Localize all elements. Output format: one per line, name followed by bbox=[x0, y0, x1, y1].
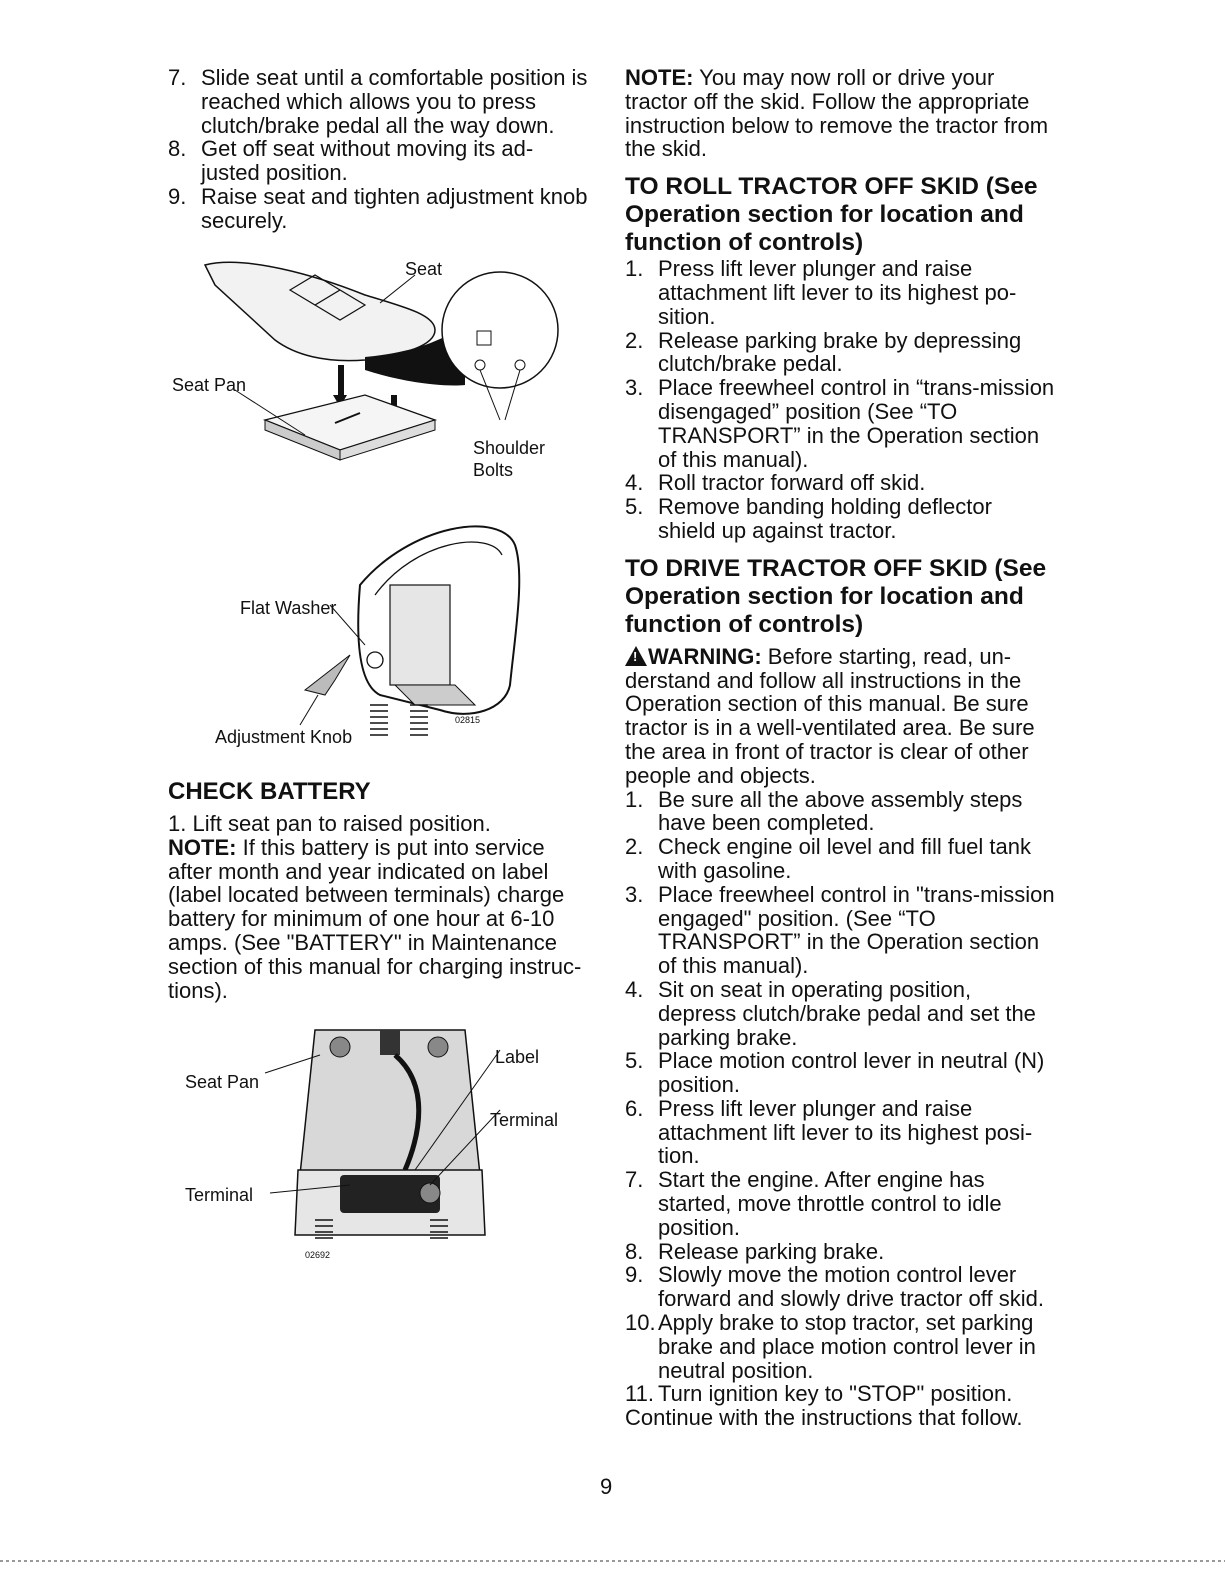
list-item bbox=[625, 495, 1055, 543]
seat-pan-label: Seat Pan bbox=[172, 375, 247, 395]
step-text: Turn ignition key to "STOP" position. bbox=[658, 1381, 1013, 1407]
flat-washer-label: Flat Washer bbox=[240, 598, 337, 618]
list-item bbox=[625, 471, 1055, 495]
step-text: Apply brake to stop tractor, set parking brake and place motion control lever in neutral position. bbox=[658, 1310, 1036, 1383]
step-text: Get off seat without moving its ad-justed position. bbox=[201, 136, 534, 186]
part-code: 02692 bbox=[305, 1250, 331, 1260]
step-text: Lift seat pan to raised position. bbox=[192, 811, 491, 836]
battery-step-1 bbox=[168, 812, 588, 836]
list-item bbox=[168, 185, 588, 233]
right-column bbox=[625, 66, 1055, 1430]
step-number: 9. bbox=[168, 183, 187, 209]
step-number: 8. bbox=[625, 1238, 644, 1264]
step-text: Remove banding holding deflector shield up against tractor. bbox=[658, 494, 992, 543]
list-item bbox=[625, 978, 1055, 1049]
step-number: 2. bbox=[625, 327, 644, 353]
part-code: 02815 bbox=[455, 715, 481, 725]
battery-note bbox=[168, 836, 588, 1003]
warning-text: Before starting, read, un-derstand and follow all instructions in the Operation section of this manual. Be sure tractor is in a well-ventilated area. Be sure the area in front of tractor is clear of other people and objects. bbox=[625, 643, 1035, 788]
check-battery-section bbox=[168, 778, 588, 1002]
list-item bbox=[625, 1382, 1055, 1406]
terminal-right-label: Terminal bbox=[490, 1110, 559, 1130]
step-number: 9. bbox=[625, 1262, 644, 1288]
step-text: Roll tractor forward off skid. bbox=[658, 470, 926, 496]
list-item bbox=[625, 257, 1055, 328]
list-item bbox=[625, 1311, 1055, 1382]
check-battery-title: CHECK BATTERY bbox=[168, 778, 371, 805]
list-item bbox=[625, 835, 1055, 883]
step-text: Release parking brake. bbox=[658, 1238, 885, 1264]
list-item bbox=[625, 1049, 1055, 1097]
roll-off-skid-title: TO ROLL TRACTOR OFF SKID (See Operation section for location and function of controls) bbox=[625, 173, 1038, 257]
step-number: 5. bbox=[625, 1048, 644, 1074]
step-text: Release parking brake by depressing clutch/brake pedal. bbox=[658, 327, 1022, 377]
list-item bbox=[168, 66, 588, 137]
adjustment-knob-label: Adjustment Knob bbox=[215, 727, 353, 747]
step-number: 11. bbox=[625, 1381, 654, 1407]
step-text: Place freewheel control in “trans-mission disengaged” position (See “TO TRANSPORT” in the Operation section of this manual). bbox=[658, 375, 1055, 472]
list-item bbox=[625, 883, 1055, 978]
step-number: 6. bbox=[625, 1095, 644, 1121]
page-number: 9 bbox=[600, 1474, 613, 1499]
list-item bbox=[625, 329, 1055, 377]
step-number: 8. bbox=[168, 136, 187, 162]
step-text: Place freewheel control in "trans-mission engaged" position. (See “TO TRANSPORT” in the Operation section of this manual). bbox=[658, 881, 1055, 979]
seat-adjust-steps bbox=[168, 66, 588, 233]
note-label: NOTE: bbox=[625, 65, 694, 90]
note-text: You may now roll or drive your tractor off the skid. Follow the appropriate instruction below to remove the tractor from the skid. bbox=[625, 65, 1049, 162]
battery-figure bbox=[180, 1025, 580, 1270]
step-text: Slowly move the motion control lever forward and slowly drive tractor off skid. bbox=[658, 1262, 1044, 1312]
warning-triangle-icon bbox=[625, 646, 647, 666]
step-text: Press lift lever plunger and raise attachment lift lever to its highest posi-tion. bbox=[658, 1095, 1033, 1169]
seat-pan-label: Seat Pan bbox=[185, 1072, 260, 1092]
list-item bbox=[625, 376, 1055, 471]
left-column bbox=[168, 66, 588, 233]
warning-label: WARNING: bbox=[648, 643, 762, 669]
seat-installation-figure bbox=[165, 245, 585, 495]
step-text: Sit on seat in operating position, depress clutch/brake pedal and set the parking brake. bbox=[658, 976, 1036, 1050]
step-text: Check engine oil level and fill fuel tank with gasoline. bbox=[658, 834, 1032, 883]
skid-note bbox=[625, 66, 1055, 161]
shoulder-bolts-label-line2: Bolts bbox=[473, 460, 514, 480]
list-item bbox=[625, 1263, 1055, 1311]
shoulder-bolts-label: Shoulder bbox=[473, 438, 546, 458]
closing-text: Continue with the instructions that follow. bbox=[625, 1405, 1023, 1431]
step-text: Raise seat and tighten adjustment knob securely. bbox=[201, 183, 588, 233]
step-number: 1. bbox=[168, 811, 187, 836]
step-text: Be sure all the above assembly steps have been completed. bbox=[658, 786, 1023, 836]
roll-off-steps bbox=[625, 257, 1055, 543]
list-item bbox=[625, 788, 1055, 836]
page-bottom-rule bbox=[0, 1560, 1225, 1562]
note-text: If this battery is put into service after month and year indicated on label (label located between terminals) charge battery for minimum of one hour at 6-10 amps. (See "BATTERY" in Maintenance section of this manual for charging instruc-tions). bbox=[168, 834, 582, 1003]
step-number: 5. bbox=[625, 494, 644, 520]
step-number: 10. bbox=[625, 1310, 656, 1336]
step-number: 3. bbox=[625, 375, 644, 401]
step-text: Start the engine. After engine has started, move throttle control to idle position. bbox=[658, 1167, 1002, 1240]
drive-off-steps bbox=[625, 788, 1055, 1407]
step-text: Place motion control lever in neutral (N) position. bbox=[658, 1048, 1045, 1098]
terminal-left-label: Terminal bbox=[185, 1185, 254, 1205]
drive-off-skid-title: TO DRIVE TRACTOR OFF SKID (See Operation section for location and function of controls) bbox=[625, 554, 1047, 638]
knob-diagram-drawing bbox=[210, 515, 530, 755]
warning-paragraph bbox=[625, 645, 1055, 788]
list-item bbox=[625, 1240, 1055, 1264]
list-item bbox=[625, 1168, 1055, 1239]
step-number: 4. bbox=[625, 976, 644, 1002]
note-label: NOTE: bbox=[168, 834, 237, 860]
step-number: 1. bbox=[625, 256, 644, 282]
step-number: 3. bbox=[625, 881, 644, 907]
step-number: 1. bbox=[625, 786, 644, 812]
step-number: 7. bbox=[168, 65, 187, 90]
list-item bbox=[168, 137, 588, 185]
label-label: Label bbox=[495, 1047, 540, 1067]
step-number: 4. bbox=[625, 470, 644, 496]
seat-label: Seat bbox=[405, 259, 443, 279]
step-number: 7. bbox=[625, 1167, 644, 1193]
step-number: 2. bbox=[625, 834, 644, 860]
step-text: Slide seat until a comfortable position is reached which allows you to press clutch/brake pedal all the way down. bbox=[201, 65, 588, 138]
step-text: Press lift lever plunger and raise attachment lift lever to its highest po-sition. bbox=[658, 256, 1017, 329]
list-item bbox=[625, 1097, 1055, 1168]
adjustment-knob-figure bbox=[210, 515, 530, 755]
